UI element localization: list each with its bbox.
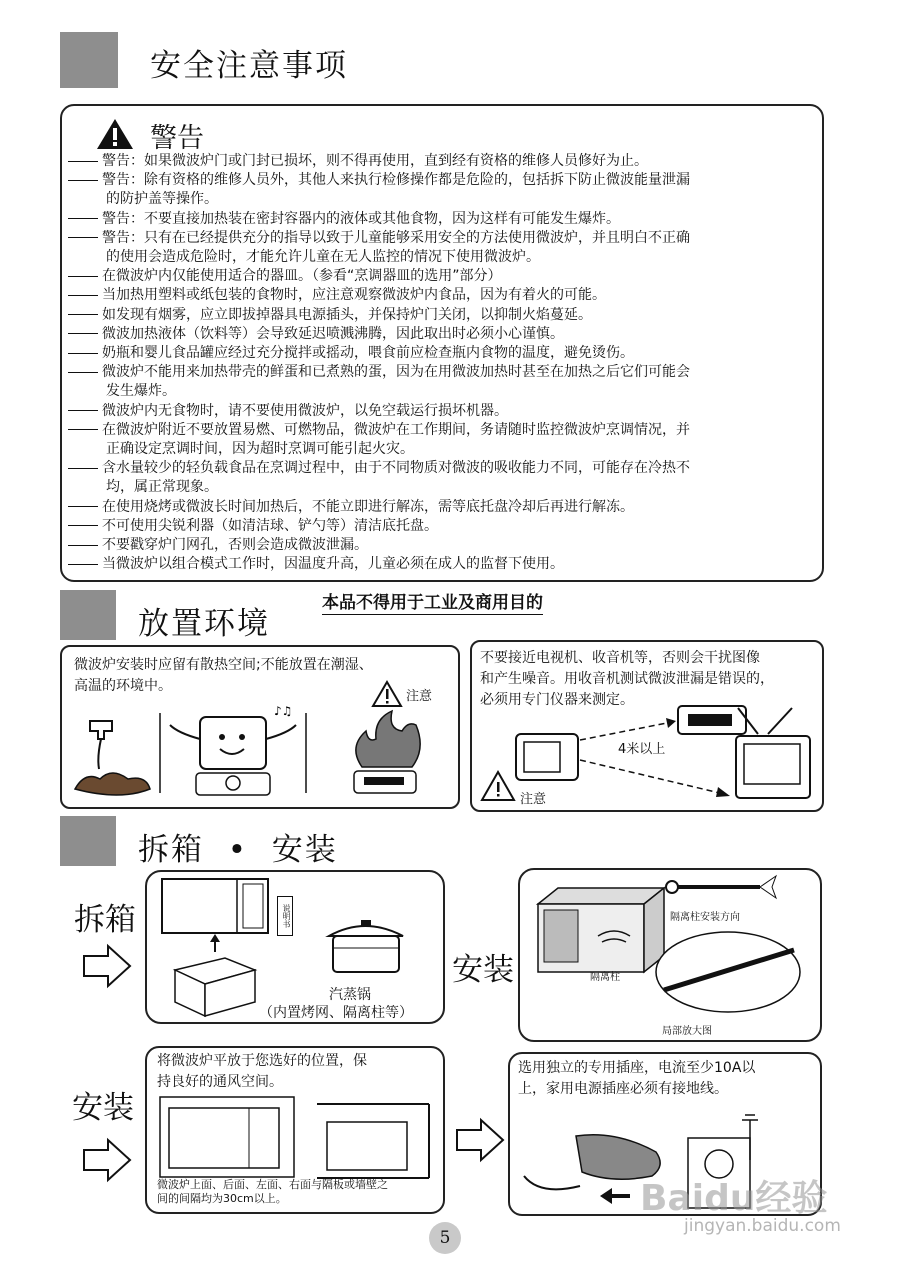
bullet-dash (68, 564, 98, 565)
section-marker (60, 816, 116, 866)
warning-item (68, 152, 648, 170)
warning-item (68, 363, 690, 381)
bullet-dash (68, 525, 98, 526)
manual-icon: 说明书 (277, 896, 293, 936)
warning-item (68, 459, 690, 477)
caution-label-right: 注意 (520, 792, 547, 807)
warning-item (68, 306, 592, 324)
warning-item-text: 在使用烧烤或微波长时间加热后，不能立即进行解冻，需等底托盘冷却后再进行解冻。 (102, 498, 634, 515)
arrow-right-icon (82, 1138, 132, 1182)
section-marker (60, 32, 118, 88)
bullet-dash (68, 410, 98, 411)
warning-item (68, 402, 508, 420)
svg-text:♪♫: ♪♫ (274, 704, 293, 718)
warning-item-text: 警告：除有资格的维修人员外，其他人来执行检修操作都是危险的，包括拆下防止微波能量泄漏 (102, 172, 690, 189)
warning-item (68, 171, 690, 189)
warning-item (68, 344, 634, 362)
spacer-install-panel (518, 868, 822, 1042)
spacer-label: 隔离柱 (590, 972, 620, 983)
install-label-2: 安装 (72, 1090, 134, 1126)
zoom-detail-illustration (654, 922, 804, 1022)
happy-microwave-illustration (158, 703, 308, 803)
placement-right-panel (470, 640, 824, 812)
water-faucet-illustration (70, 711, 160, 801)
steamer-pot-illustration (323, 916, 413, 982)
warning-item-text: 均，属正常现象。 (106, 479, 218, 496)
warning-item-text: 正确设定烹调时间，因为超时烹调可能引起火灾。 (106, 441, 414, 457)
place-text-1: 将微波炉平放于您选好的位置，保 (157, 1053, 367, 1069)
interference-illustration (472, 642, 822, 810)
section-title-unbox-install: 拆箱 • 安装 (138, 832, 338, 868)
warning-heading: 警告 (150, 123, 204, 154)
warning-item (106, 248, 540, 266)
warning-item-text: 在微波炉内仅能使用适合的器皿。（参看“烹调器皿的选用”部分） (102, 268, 502, 285)
unbox-panel (145, 870, 445, 1024)
warning-item-text: 奶瓶和婴儿食品罐应经过充分搅拌或摇动，喂食前应检查瓶内食物的温度，避免烫伤。 (102, 345, 634, 361)
interference-text-3: 必须用专门仪器来测定。 (480, 692, 634, 708)
bullet-dash (68, 506, 98, 507)
warning-item (68, 267, 502, 285)
warning-item (68, 536, 368, 554)
arrow-right-icon (82, 944, 132, 988)
steamer-label: 汽蒸锅 (329, 987, 371, 1003)
unbox-label: 拆箱 (74, 902, 136, 938)
warning-item-text: 如发现有烟雾，应立即拔掉器具电源插头，并保持炉门关闭，以抑制火焰蔓延。 (102, 306, 592, 323)
socket-text-1: 选用独立的专用插座，电流至少10A以 (518, 1060, 756, 1076)
warning-item (106, 190, 218, 208)
zoom-label: 局部放大图 (662, 1026, 712, 1037)
spacer-direction-label: 隔离柱安装方向 (670, 912, 740, 923)
page-number: 5 (429, 1222, 461, 1254)
warning-item (68, 421, 690, 439)
warning-item-text: 当加热用塑料或纸包装的食物时，应注意观察微波炉内食品，因为有着火的可能。 (102, 287, 606, 304)
bullet-dash (68, 218, 98, 219)
bullet-dash (68, 353, 98, 354)
open-box-illustration (165, 940, 265, 1020)
steamer-contents-label: （内置烤网、隔离柱等） (259, 1005, 413, 1021)
warning-item-text: 发生爆炸。 (106, 383, 176, 400)
bullet-dash (68, 237, 98, 238)
bullet-dash (68, 545, 98, 546)
bullet-dash (68, 372, 98, 373)
warning-item-text: 在微波炉附近不要放置易燃、可燃物品，微波炉在工作期间，务请随时监控微波炉烹调情况，并 (102, 421, 690, 438)
warning-item-text: 微波炉不能用来加热带壳的鲜蛋和已煮熟的蛋，因为在用微波加热时甚至在加热之后它们可能会 (102, 364, 690, 381)
commercial-use-notice: 本品不得用于工业及商用目的 (322, 588, 543, 615)
section-marker (60, 590, 116, 640)
warning-item-text: 不可使用尖锐利器（如清洁球、铲勺等）清洁底托盘。 (102, 517, 438, 534)
warning-item (106, 478, 218, 496)
warning-item-text: 微波炉内无食物时，请不要使用微波炉，以免空载运行损坏机器。 (102, 402, 508, 419)
watermark-url: jingyan.baidu.com (684, 1216, 841, 1236)
interference-text-2: 和产生噪音。用收音机测试微波泄漏是错误的， (480, 671, 774, 687)
microwave-front-illustration (161, 878, 271, 936)
warning-item-text: 当微波炉以组合模式工作时，因温度升高，儿童必须在成人的监督下使用。 (102, 556, 564, 573)
warning-item (68, 229, 690, 247)
gap-text-2: 间的间隔均为30cm以上。 (157, 1192, 287, 1205)
caution-icon (372, 681, 402, 707)
interference-text-1: 不要接近电视机、收音机等，否则会干扰图像 (480, 650, 760, 666)
warning-item (68, 555, 564, 573)
bullet-dash (68, 276, 98, 277)
bullet-dash (68, 295, 98, 296)
warning-item (106, 382, 176, 400)
warning-triangle-icon (96, 118, 134, 150)
place-text-2: 持良好的通风空间。 (157, 1074, 283, 1090)
placement-text-1: 微波炉安装时应留有散热空间;不能放置在潮湿、 (74, 657, 373, 673)
warning-item-text: 不要戳穿炉门网孔，否则会造成微波泄漏。 (102, 537, 368, 553)
page-title: 安全注意事项 (150, 48, 348, 84)
warning-item (68, 286, 606, 304)
warning-item-text: 的防护盖等操作。 (106, 191, 218, 208)
warning-item-text: 含水量较少的轻负载食品在烹调过程中，由于不同物质对微波的吸收能力不同，可能存在冷热不 (102, 460, 690, 477)
fire-stove-illustration (342, 707, 432, 803)
bullet-dash (68, 180, 98, 181)
socket-text-2: 上，家用电源插座必须有接地线。 (518, 1081, 728, 1097)
clearance-side-illustration (313, 1096, 433, 1180)
microwave-back-illustration (536, 884, 666, 980)
warning-item (68, 498, 634, 516)
gap-text-1: 微波炉上面、后面、左面、右面与隔板或墙壁之 (157, 1178, 388, 1191)
warning-item-text: 的使用会造成危险时，才能允许儿童在无人监控的情况下使用微波炉。 (106, 249, 540, 265)
placement-text-2: 高温的环境中。 (74, 678, 172, 694)
warning-item (106, 440, 414, 458)
caution-label-left: 注意 (406, 689, 433, 704)
warning-item-text: 警告：不要直接加热装在密封容器内的液体或其他食物，因为这样有可能发生爆炸。 (102, 210, 620, 227)
install-label: 安装 (452, 952, 514, 988)
section-title-placement: 放置环境 (138, 606, 270, 642)
spacer-rod-illustration (660, 872, 780, 902)
arrow-right-icon (455, 1118, 505, 1162)
clearance-front-illustration (159, 1096, 299, 1180)
placement-left-panel (60, 645, 460, 809)
watermark-brand: Baidu经验 (640, 1178, 828, 1219)
placement-install-panel (145, 1046, 445, 1214)
bullet-dash (68, 314, 98, 315)
bullet-dash (68, 161, 98, 162)
bullet-dash (68, 333, 98, 334)
warning-item-text: 微波加热液体（饮料等）会导致延迟喷溅沸腾，因此取出时必须小心谨慎。 (102, 325, 564, 342)
warning-item-text: 警告：如果微波炉门或门封已损坏，则不得再使用，直到经有资格的维修人员修好为止。 (102, 153, 648, 169)
warning-item-text: 警告：只有在已经提供充分的指导以致于儿童能够采用安全的方法使用微波炉，并且明白不正确 (102, 229, 690, 246)
warning-item (68, 210, 620, 228)
warning-item (68, 517, 438, 535)
distance-label: 4米以上 (618, 742, 666, 757)
bullet-dash (68, 468, 98, 469)
warning-item (68, 325, 564, 343)
bullet-dash (68, 429, 98, 430)
